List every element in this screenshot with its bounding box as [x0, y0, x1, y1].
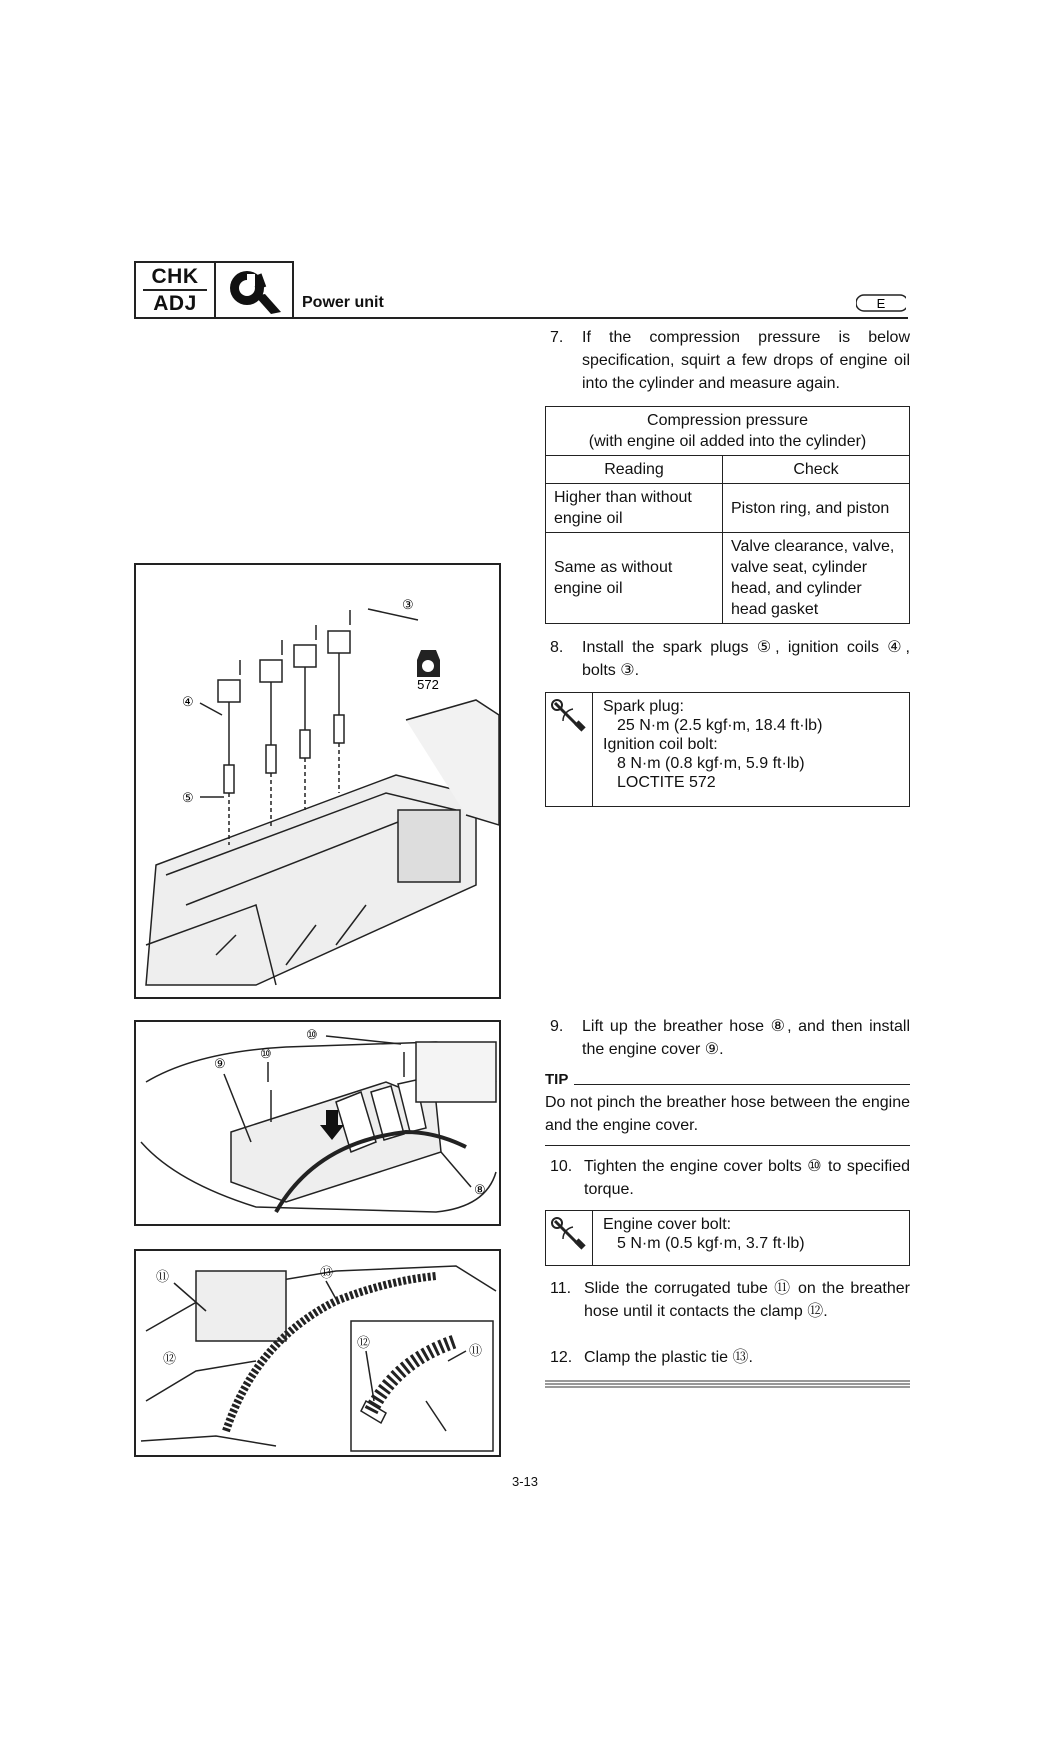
tip-box: [545, 1071, 910, 1146]
callout-3: ③: [402, 597, 414, 612]
engine-cover-illustration: [136, 1022, 499, 1224]
spec-value: 8 N·m (0.8 kgf·m, 5.9 ft·lb): [617, 755, 805, 772]
torque-spec-box: [545, 692, 910, 807]
figure-engine-cover: [134, 1020, 501, 1226]
step-number: 7.: [550, 329, 564, 346]
step-number: 8.: [550, 639, 564, 656]
step-7: [550, 326, 910, 395]
step-11: [550, 1277, 910, 1323]
tip-rule: [574, 1084, 910, 1085]
corrugated-tube-illustration: [136, 1251, 499, 1455]
table-row: [546, 533, 910, 624]
step-number: 11.: [550, 1280, 572, 1297]
table-title: [546, 407, 910, 456]
step-number: 9.: [550, 1018, 564, 1035]
spec-value: LOCTITE 572: [617, 774, 716, 791]
step-number: 10.: [550, 1158, 573, 1175]
step-9: [550, 1015, 910, 1061]
spec-label: Spark plug:: [603, 698, 684, 715]
cell-reading: Higher than without engine oil: [546, 484, 723, 533]
torque-spec-box: [545, 1210, 910, 1266]
badge-divider: [143, 289, 207, 291]
table-title-line1: Compression pressure: [647, 412, 808, 429]
step-text: Lift up the breather hose ⑧, and then install the engine cover ⑨.: [582, 1018, 910, 1058]
callout-12-right: ⑫: [357, 1335, 371, 1350]
section-end-rule: [545, 1380, 910, 1388]
cell-check: Valve clearance, valve, valve seat, cylinder head, and cylinder head gasket: [723, 533, 910, 624]
page-number: 3-13: [511, 1474, 539, 1489]
language-badge: [856, 294, 906, 312]
callout-8: ⑧: [474, 1182, 486, 1197]
tip-end-rule: [545, 1145, 910, 1146]
chk-label: CHK: [151, 265, 199, 288]
wrench-icon-box: [214, 261, 294, 319]
figure-corrugated-tube: [134, 1249, 501, 1457]
col-header-reading: Reading: [546, 456, 723, 484]
col-header-check: Check: [723, 456, 910, 484]
table-row: [546, 484, 910, 533]
step-12: [550, 1346, 910, 1369]
callout-11-left: ⑪: [156, 1269, 170, 1284]
cell-check: Piston ring, and piston: [723, 484, 910, 533]
step-text: Clamp the plastic tie ⑬.: [584, 1349, 753, 1366]
step-text: Tighten the engine cover bolts ⑩ to specified torque.: [584, 1158, 910, 1198]
step-text: Install the spark plugs ⑤, ignition coils ④, bolts ③.: [582, 639, 910, 679]
callout-9: ⑨: [214, 1056, 226, 1071]
adj-label: ADJ: [153, 292, 197, 315]
step-8: [550, 636, 910, 682]
callout-11-right: ⑪: [469, 1343, 483, 1358]
compression-table: [545, 406, 910, 624]
callout-12-left: ⑫: [163, 1351, 177, 1366]
tip-text: Do not pinch the breather hose between the engine and the engine cover.: [545, 1094, 910, 1134]
figure-spark-plugs: [134, 563, 501, 999]
spec-value: 25 N·m (2.5 kgf·m, 18.4 ft·lb): [617, 717, 823, 734]
cell-reading: Same as without engine oil: [546, 533, 723, 624]
callout-10-right: ⑩: [306, 1027, 318, 1042]
table-title-line2: (with engine oil added into the cylinder): [588, 433, 867, 450]
callout-4: ④: [182, 694, 194, 709]
header-rule: [134, 317, 908, 319]
spec-label: Ignition coil bolt:: [603, 736, 718, 753]
loctite-label: 572: [417, 677, 439, 692]
torque-wrench-icon: [546, 693, 593, 806]
callout-13: ⑬: [320, 1265, 334, 1280]
section-title: Power unit: [302, 294, 384, 311]
spec-value: 5 N·m (0.5 kgf·m, 3.7 ft·lb): [617, 1235, 805, 1252]
language-badge-label: E: [876, 296, 886, 311]
engine-illustration: [136, 565, 499, 997]
spec-label: Engine cover bolt:: [603, 1216, 732, 1233]
step-10: [550, 1155, 910, 1201]
torque-wrench-icon: [546, 1211, 593, 1265]
step-text: If the compression pressure is below specification, squirt a few drops of engine oil into the cylinder and measure again.: [582, 329, 910, 392]
step-number: 12.: [550, 1349, 573, 1366]
chk-adj-badge: [134, 261, 216, 319]
wrench-icon: [225, 266, 283, 314]
callout-10-left: ⑩: [260, 1046, 272, 1061]
step-text: Slide the corrugated tube ⑪ on the breather hose until it contacts the clamp ⑫.: [584, 1280, 910, 1320]
tip-title: TIP: [545, 1071, 569, 1088]
callout-5: ⑤: [182, 790, 194, 805]
